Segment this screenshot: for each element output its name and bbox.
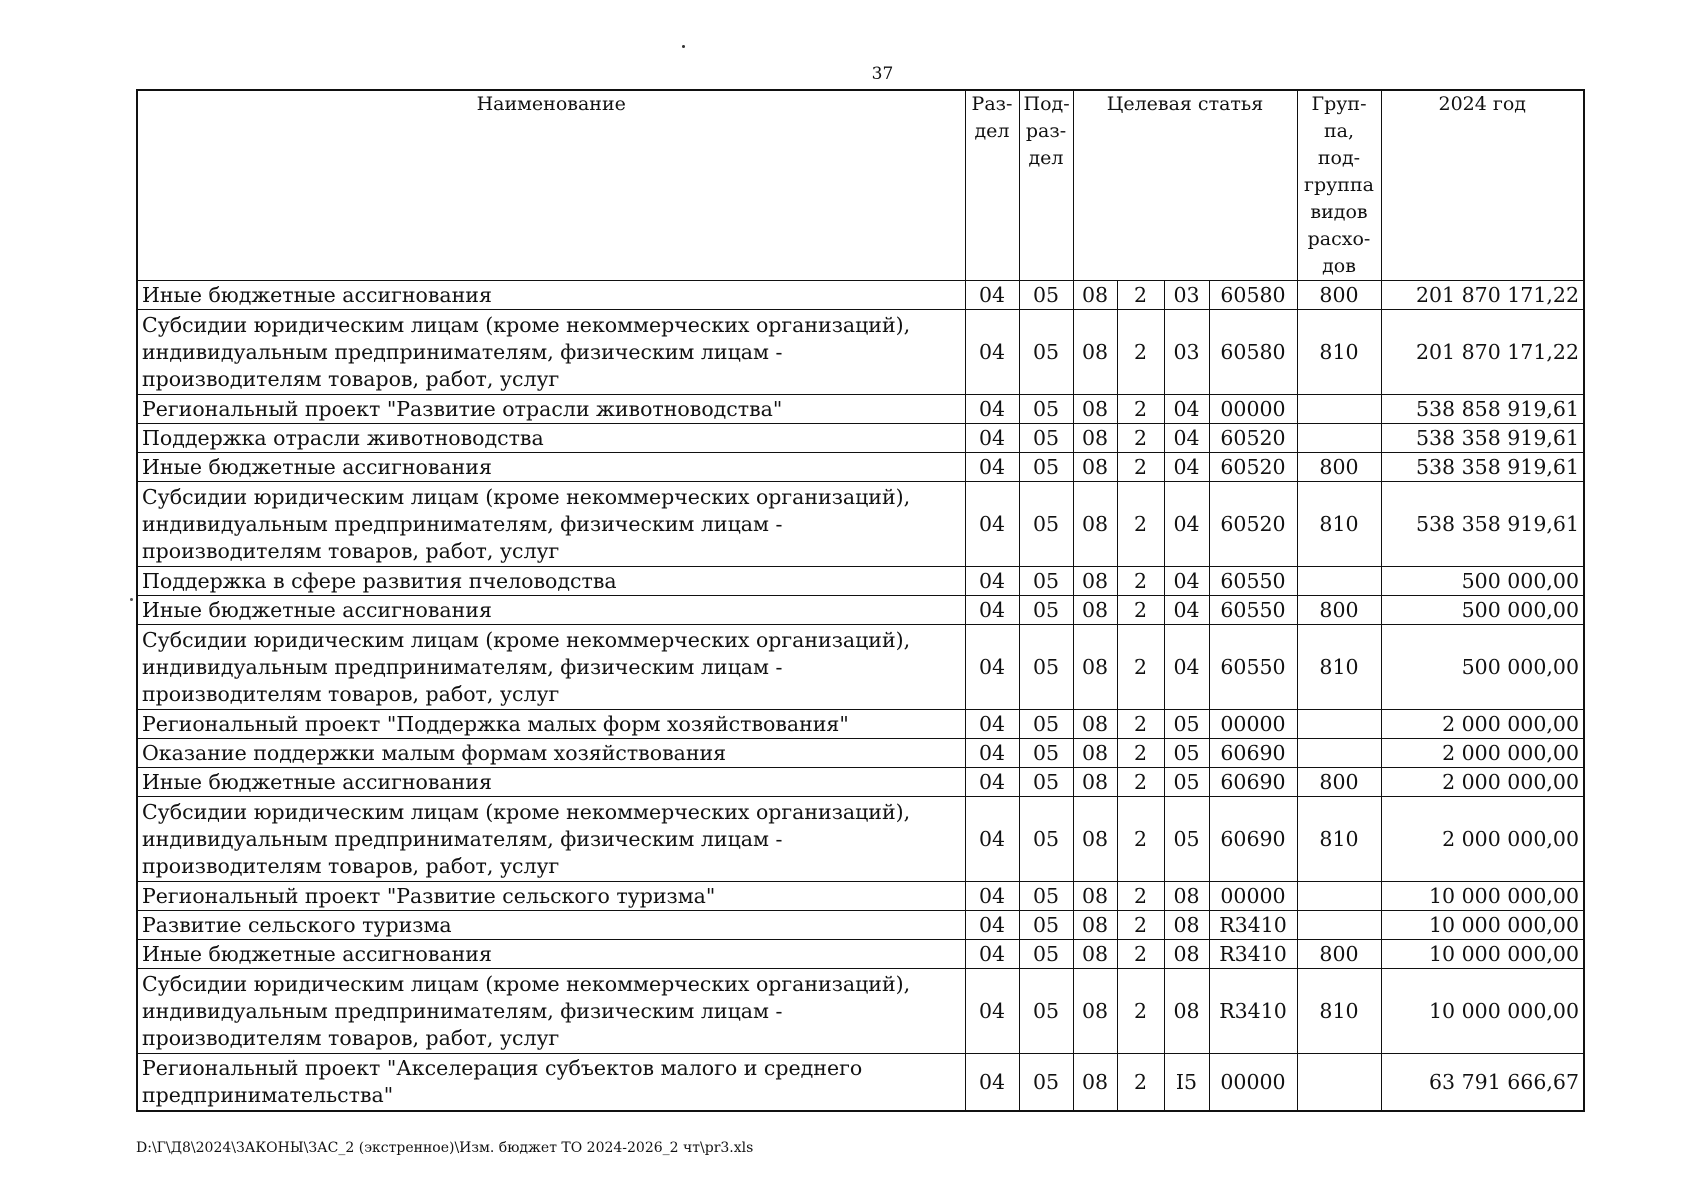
row-subsection: 05	[1019, 395, 1073, 424]
table-row	[137, 281, 1584, 310]
row-target-type: 2	[1117, 911, 1164, 940]
row-section: 04	[965, 1054, 1019, 1112]
row-target-direction: 60580	[1209, 281, 1297, 310]
table-row	[137, 739, 1584, 768]
row-target-program: 08	[1073, 882, 1117, 911]
row-expense-group: 810	[1297, 625, 1381, 710]
row-target-type: 2	[1117, 310, 1164, 395]
row-target-type: 2	[1117, 567, 1164, 596]
row-target-project: 05	[1164, 710, 1209, 739]
row-amount: 500 000,00	[1381, 596, 1584, 625]
row-target-direction: 00000	[1209, 1054, 1297, 1112]
row-name: Иные бюджетные ассигнования	[137, 768, 965, 797]
table-row	[137, 1054, 1584, 1112]
row-section: 04	[965, 567, 1019, 596]
table-row	[137, 395, 1584, 424]
row-section: 04	[965, 453, 1019, 482]
row-section: 04	[965, 940, 1019, 969]
row-target-direction: 60550	[1209, 625, 1297, 710]
row-target-type: 2	[1117, 969, 1164, 1054]
row-section: 04	[965, 281, 1019, 310]
row-expense-group: 800	[1297, 596, 1381, 625]
row-expense-group	[1297, 1054, 1381, 1112]
row-target-type: 2	[1117, 739, 1164, 768]
row-target-project: 03	[1164, 310, 1209, 395]
row-section: 04	[965, 739, 1019, 768]
file-path-footer: D:\Г\Д8\2024\ЗАКОНЫ\ЗАС_2 (экстренное)\Изм. бюджет ТО 2024-2026_2 чт\pr3.xls	[136, 1140, 754, 1156]
row-name: Поддержка в сфере развития пчеловодства	[137, 567, 965, 596]
row-target-project: 03	[1164, 281, 1209, 310]
row-subsection: 05	[1019, 797, 1073, 882]
row-target-project: 05	[1164, 768, 1209, 797]
row-target-program: 08	[1073, 797, 1117, 882]
row-amount: 2 000 000,00	[1381, 710, 1584, 739]
row-target-type: 2	[1117, 940, 1164, 969]
row-amount: 2 000 000,00	[1381, 739, 1584, 768]
row-target-type: 2	[1117, 710, 1164, 739]
row-section: 04	[965, 882, 1019, 911]
table-row	[137, 625, 1584, 710]
row-subsection: 05	[1019, 882, 1073, 911]
row-subsection: 05	[1019, 768, 1073, 797]
row-amount: 500 000,00	[1381, 567, 1584, 596]
row-target-direction: 60520	[1209, 482, 1297, 567]
row-amount: 10 000 000,00	[1381, 882, 1584, 911]
row-target-direction: 60580	[1209, 310, 1297, 395]
row-target-project: 04	[1164, 596, 1209, 625]
row-section: 04	[965, 310, 1019, 395]
table-row	[137, 940, 1584, 969]
row-target-program: 08	[1073, 1054, 1117, 1112]
row-target-direction: 60690	[1209, 739, 1297, 768]
row-expense-group: 800	[1297, 281, 1381, 310]
row-name: Субсидии юридическим лицам (кроме некоммерческих организаций), индивидуальным предпринимателям, физическим лицам - производителям товаров, работ, услуг	[137, 482, 965, 567]
row-amount: 2 000 000,00	[1381, 768, 1584, 797]
row-expense-group	[1297, 882, 1381, 911]
row-target-project: 04	[1164, 625, 1209, 710]
row-target-direction: 00000	[1209, 395, 1297, 424]
row-target-type: 2	[1117, 596, 1164, 625]
row-target-project: 08	[1164, 911, 1209, 940]
row-target-direction: R3410	[1209, 969, 1297, 1054]
row-amount: 10 000 000,00	[1381, 940, 1584, 969]
table-row	[137, 567, 1584, 596]
header-section: Раз- дел	[965, 90, 1019, 281]
row-target-project: 04	[1164, 453, 1209, 482]
row-target-program: 08	[1073, 710, 1117, 739]
row-expense-group	[1297, 739, 1381, 768]
row-amount: 500 000,00	[1381, 625, 1584, 710]
header-target-article: Целевая статья	[1073, 90, 1297, 281]
row-target-direction: 00000	[1209, 882, 1297, 911]
row-amount: 538 358 919,61	[1381, 453, 1584, 482]
table-row	[137, 911, 1584, 940]
row-target-direction: 60690	[1209, 768, 1297, 797]
header-expense-group: Груп- па, под- группа видов расхо- дов	[1297, 90, 1381, 281]
row-target-direction: 60550	[1209, 567, 1297, 596]
row-target-type: 2	[1117, 424, 1164, 453]
row-target-type: 2	[1117, 768, 1164, 797]
row-section: 04	[965, 710, 1019, 739]
row-target-direction: 00000	[1209, 710, 1297, 739]
row-target-project: 08	[1164, 940, 1209, 969]
row-name: Иные бюджетные ассигнования	[137, 596, 965, 625]
row-target-direction: 60520	[1209, 424, 1297, 453]
row-target-project: 04	[1164, 395, 1209, 424]
row-target-project: 05	[1164, 797, 1209, 882]
row-amount: 201 870 171,22	[1381, 281, 1584, 310]
row-subsection: 05	[1019, 453, 1073, 482]
row-name: Региональный проект "Развитие сельского туризма"	[137, 882, 965, 911]
row-target-project: I5	[1164, 1054, 1209, 1112]
row-target-program: 08	[1073, 482, 1117, 567]
row-target-project: 04	[1164, 424, 1209, 453]
row-target-program: 08	[1073, 424, 1117, 453]
row-section: 04	[965, 625, 1019, 710]
row-section: 04	[965, 482, 1019, 567]
table-row	[137, 310, 1584, 395]
row-section: 04	[965, 969, 1019, 1054]
row-target-project: 08	[1164, 969, 1209, 1054]
row-section: 04	[965, 424, 1019, 453]
row-amount: 10 000 000,00	[1381, 969, 1584, 1054]
row-subsection: 05	[1019, 710, 1073, 739]
row-target-type: 2	[1117, 882, 1164, 911]
header-name: Наименование	[137, 90, 965, 281]
table-row	[137, 453, 1584, 482]
row-target-direction: R3410	[1209, 940, 1297, 969]
row-target-program: 08	[1073, 567, 1117, 596]
row-section: 04	[965, 911, 1019, 940]
scan-dot	[130, 598, 133, 601]
row-amount: 10 000 000,00	[1381, 911, 1584, 940]
row-target-direction: 60520	[1209, 453, 1297, 482]
row-target-type: 2	[1117, 797, 1164, 882]
row-name: Региональный проект "Акселерация субъектов малого и среднего предпринимательства"	[137, 1054, 965, 1112]
row-subsection: 05	[1019, 969, 1073, 1054]
row-subsection: 05	[1019, 596, 1073, 625]
row-target-program: 08	[1073, 768, 1117, 797]
row-subsection: 05	[1019, 739, 1073, 768]
row-expense-group: 800	[1297, 453, 1381, 482]
table-row	[137, 797, 1584, 882]
row-expense-group: 800	[1297, 768, 1381, 797]
row-name: Иные бюджетные ассигнования	[137, 281, 965, 310]
row-expense-group: 810	[1297, 310, 1381, 395]
row-target-direction: 60690	[1209, 797, 1297, 882]
row-target-program: 08	[1073, 625, 1117, 710]
row-section: 04	[965, 395, 1019, 424]
row-subsection: 05	[1019, 310, 1073, 395]
table-row	[137, 424, 1584, 453]
table-row	[137, 768, 1584, 797]
row-name: Иные бюджетные ассигнования	[137, 453, 965, 482]
table-row	[137, 710, 1584, 739]
row-target-program: 08	[1073, 453, 1117, 482]
row-name: Развитие сельского туризма	[137, 911, 965, 940]
row-subsection: 05	[1019, 482, 1073, 567]
row-target-project: 04	[1164, 567, 1209, 596]
row-section: 04	[965, 768, 1019, 797]
table-row	[137, 969, 1584, 1054]
row-target-project: 08	[1164, 882, 1209, 911]
row-name: Субсидии юридическим лицам (кроме некоммерческих организаций), индивидуальным предпринимателям, физическим лицам - производителям товаров, работ, услуг	[137, 797, 965, 882]
table-row	[137, 596, 1584, 625]
row-target-project: 05	[1164, 739, 1209, 768]
row-expense-group	[1297, 710, 1381, 739]
row-target-program: 08	[1073, 395, 1117, 424]
row-amount: 63 791 666,67	[1381, 1054, 1584, 1112]
row-target-type: 2	[1117, 281, 1164, 310]
row-target-type: 2	[1117, 625, 1164, 710]
row-expense-group: 810	[1297, 969, 1381, 1054]
row-target-program: 08	[1073, 911, 1117, 940]
row-target-type: 2	[1117, 1054, 1164, 1112]
row-subsection: 05	[1019, 625, 1073, 710]
row-target-type: 2	[1117, 482, 1164, 567]
row-target-type: 2	[1117, 395, 1164, 424]
row-name: Региональный проект "Развитие отрасли животноводства"	[137, 395, 965, 424]
row-target-project: 04	[1164, 482, 1209, 567]
header-year: 2024 год	[1381, 90, 1584, 281]
row-target-program: 08	[1073, 739, 1117, 768]
row-name: Региональный проект "Поддержка малых форм хозяйствования"	[137, 710, 965, 739]
row-subsection: 05	[1019, 1054, 1073, 1112]
table-row	[137, 882, 1584, 911]
row-subsection: 05	[1019, 567, 1073, 596]
row-target-direction: 60550	[1209, 596, 1297, 625]
row-amount: 201 870 171,22	[1381, 310, 1584, 395]
row-amount: 538 358 919,61	[1381, 424, 1584, 453]
row-expense-group: 810	[1297, 482, 1381, 567]
row-target-type: 2	[1117, 453, 1164, 482]
budget-table	[136, 89, 1585, 1112]
row-subsection: 05	[1019, 940, 1073, 969]
row-target-program: 08	[1073, 969, 1117, 1054]
row-target-direction: R3410	[1209, 911, 1297, 940]
row-amount: 2 000 000,00	[1381, 797, 1584, 882]
row-target-program: 08	[1073, 310, 1117, 395]
header-subsection: Под- раз- дел	[1019, 90, 1073, 281]
row-target-program: 08	[1073, 281, 1117, 310]
row-name: Оказание поддержки малым формам хозяйствования	[137, 739, 965, 768]
row-name: Субсидии юридическим лицам (кроме некоммерческих организаций), индивидуальным предпринимателям, физическим лицам - производителям товаров, работ, услуг	[137, 625, 965, 710]
row-expense-group	[1297, 567, 1381, 596]
row-section: 04	[965, 797, 1019, 882]
page-number: 37	[871, 64, 894, 84]
row-target-program: 08	[1073, 940, 1117, 969]
row-subsection: 05	[1019, 911, 1073, 940]
row-expense-group: 800	[1297, 940, 1381, 969]
row-subsection: 05	[1019, 281, 1073, 310]
row-expense-group	[1297, 424, 1381, 453]
row-amount: 538 858 919,61	[1381, 395, 1584, 424]
row-name: Субсидии юридическим лицам (кроме некоммерческих организаций), индивидуальным предпринимателям, физическим лицам - производителям товаров, работ, услуг	[137, 969, 965, 1054]
row-name: Субсидии юридическим лицам (кроме некоммерческих организаций), индивидуальным предпринимателям, физическим лицам - производителям товаров, работ, услуг	[137, 310, 965, 395]
row-expense-group: 810	[1297, 797, 1381, 882]
table-header-row	[137, 90, 1584, 281]
row-amount: 538 358 919,61	[1381, 482, 1584, 567]
table-row	[137, 482, 1584, 567]
row-expense-group	[1297, 395, 1381, 424]
row-name: Поддержка отрасли животноводства	[137, 424, 965, 453]
scan-dot	[682, 45, 685, 48]
row-target-program: 08	[1073, 596, 1117, 625]
row-name: Иные бюджетные ассигнования	[137, 940, 965, 969]
row-section: 04	[965, 596, 1019, 625]
table-body	[137, 281, 1584, 1112]
row-subsection: 05	[1019, 424, 1073, 453]
row-expense-group	[1297, 911, 1381, 940]
